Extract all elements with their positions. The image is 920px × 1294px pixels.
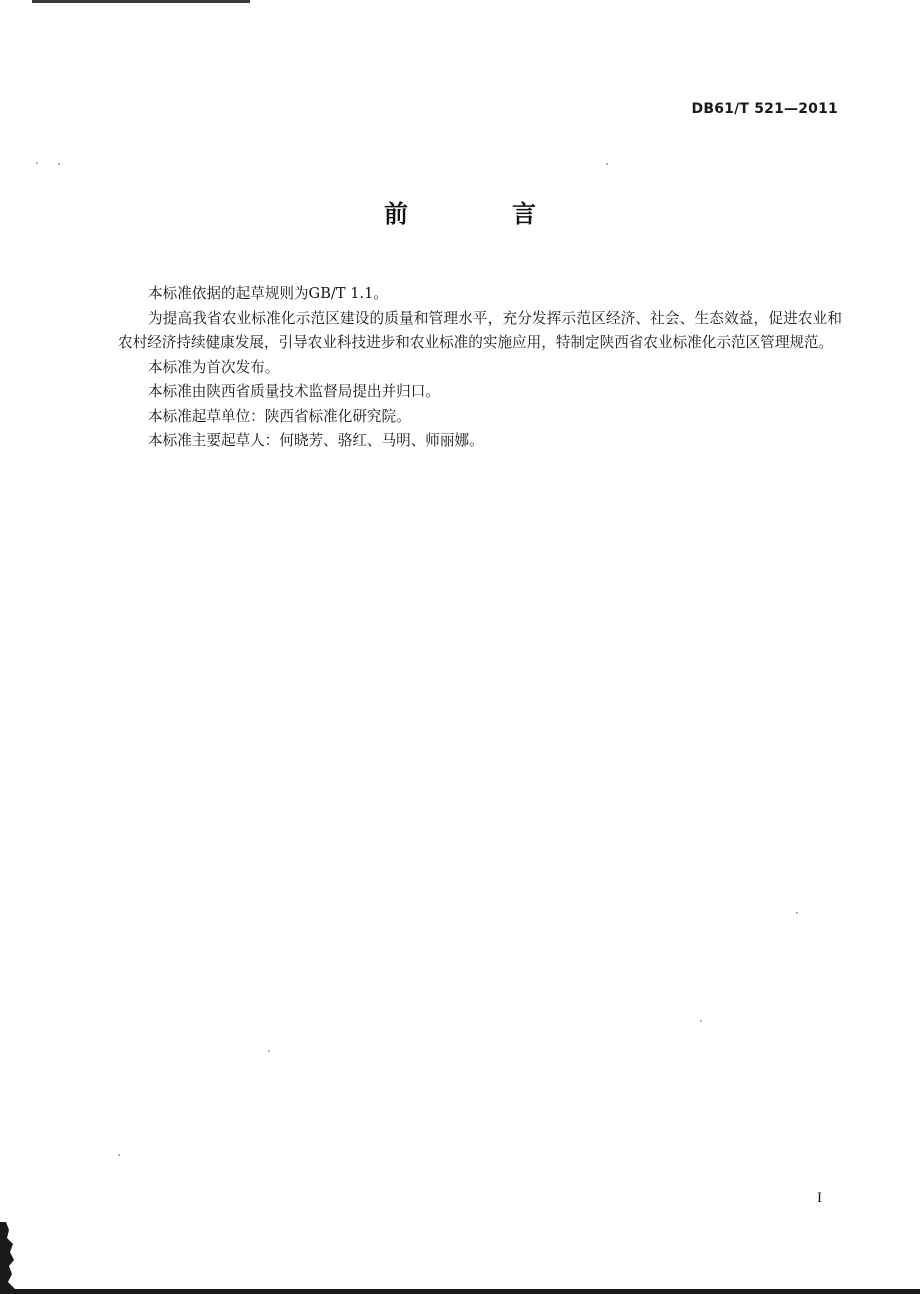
page-title: 前 言: [384, 200, 576, 228]
scan-speck: [606, 163, 608, 165]
paragraph-purpose: 为提高我省农业标准化示范区建设的质量和管理水平，充分发挥示范区经济、社会、生态效益，促进农业和农村经济持续健康发展，引导农业科技进步和农业标准的实施应用，特制定陕西省农业标准化示范区管理规范。: [118, 309, 842, 351]
paragraph-drafting-unit: 本标准起草单位：陕西省标准化研究院。: [148, 407, 411, 425]
scan-edge-bottom: [0, 1289, 920, 1294]
scan-speck: [36, 162, 38, 164]
scan-edge-top: [32, 0, 250, 3]
document-body: [118, 282, 842, 454]
scan-binding-edge: [0, 1222, 22, 1294]
scan-speck: [58, 163, 60, 165]
scan-speck: [700, 1020, 702, 1022]
scan-speck: [268, 1050, 270, 1052]
paragraph-proposer: 本标准由陕西省质量技术监督局提出并归口。: [148, 383, 440, 400]
page-number: I: [817, 1190, 822, 1206]
paragraph-drafting-rules: 本标准依据的起草规则为GB/T 1.1。: [148, 285, 389, 302]
standard-code: DB61/T 521—2011: [691, 101, 838, 117]
scan-speck: [796, 912, 798, 914]
scan-speck: [118, 1154, 120, 1156]
paragraph-drafters: 本标准主要起草人：何晓芳、骆红、马明、师丽娜。: [148, 432, 484, 449]
paragraph-first-release: 本标准为首次发布。: [148, 358, 280, 376]
